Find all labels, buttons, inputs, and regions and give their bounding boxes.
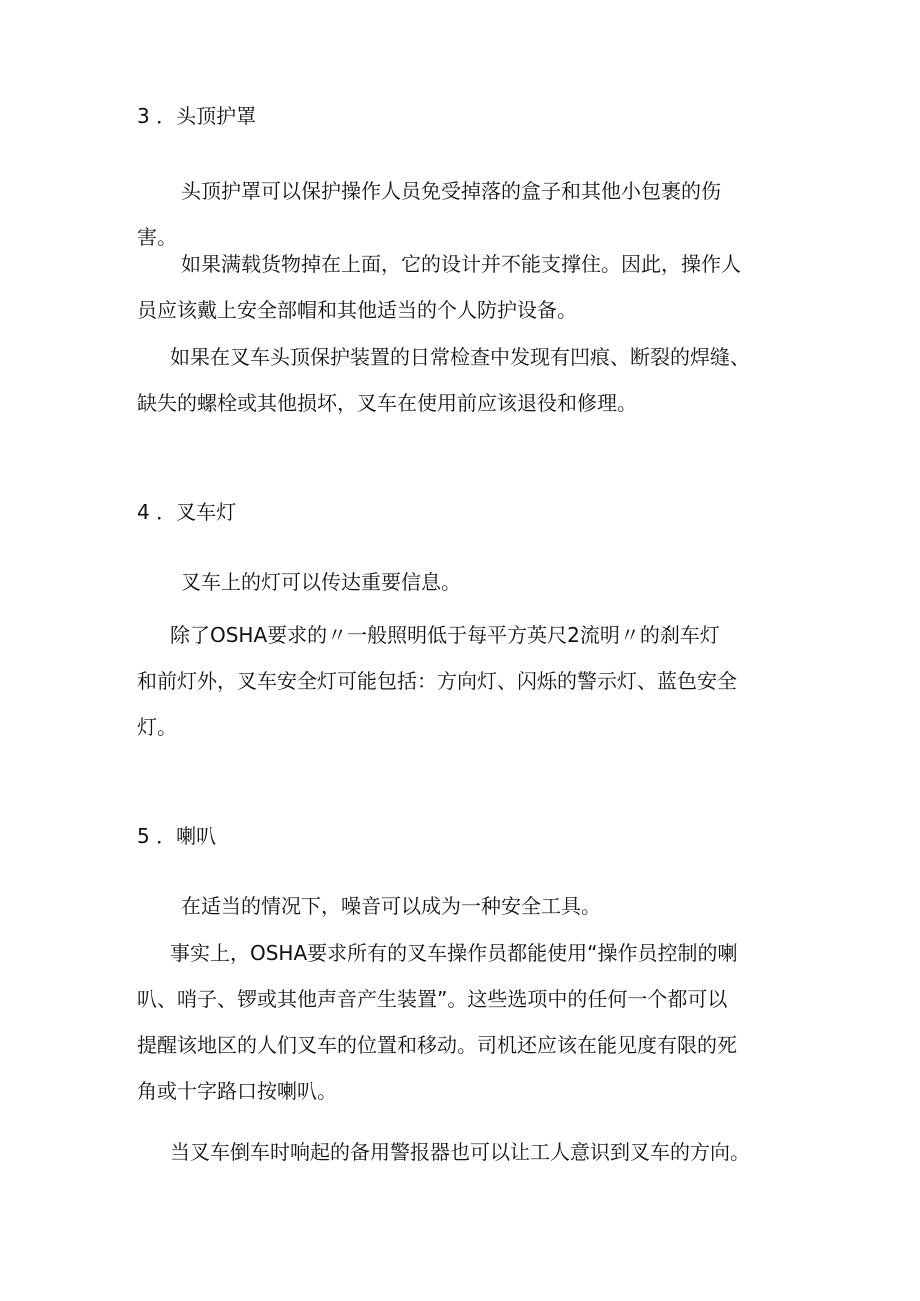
paragraph-5-2 xyxy=(137,930,797,1114)
paragraph-line: 叉车上的灯可以传达重要信息。 xyxy=(181,570,461,594)
section-heading-5: 5 ．喇叭 xyxy=(137,824,217,848)
paragraph-line: 缺失的螺栓或其他损坏，叉车在使用前应该退役和修理。 xyxy=(137,391,637,415)
paragraph-line: 叭、哨子、锣或其他声音产生装置”。这些选项中的任何一个都可以 xyxy=(137,987,728,1011)
paragraph-line: 除了OSHA要求的〃一般照明低于每平方英尺2流明〃的刹车灯 xyxy=(170,623,720,647)
paragraph-3-2 xyxy=(137,241,797,333)
paragraph-4-1 xyxy=(137,559,797,605)
paragraph-line: 事实上，OSHA要求所有的叉车操作员都能使用“操作员控制的喇 xyxy=(170,941,738,965)
paragraph-line: 当叉车倒车时响起的备用警报器也可以让工人意识到叉车的方向。 xyxy=(170,1140,750,1164)
paragraph-5-3 xyxy=(137,1129,797,1175)
paragraph-line: 在适当的情况下，噪音可以成为一种安全工具。 xyxy=(181,894,601,918)
paragraph-5-1 xyxy=(137,883,797,929)
paragraph-line: 员应该戴上安全部帽和其他适当的个人防护设备。 xyxy=(137,298,577,322)
paragraph-line: 灯。 xyxy=(137,715,177,739)
paragraph-line: 如果满载货物掉在上面，它的设计并不能支撑住。因此，操作人 xyxy=(181,252,741,276)
paragraph-line: 和前灯外，叉车安全灯可能包括：方向灯、闪烁的警示灯、蓝色安全 xyxy=(137,669,737,693)
paragraph-line: 角或十字路口按喇叭。 xyxy=(137,1079,337,1103)
paragraph-line: 害。 xyxy=(137,225,177,249)
section-heading-4: 4 ．叉车灯 xyxy=(137,500,237,524)
paragraph-4-2 xyxy=(137,612,797,750)
paragraph-line: 提醒该地区的人们叉车的位置和移动。司机还应该在能见度有限的死 xyxy=(137,1033,737,1057)
paragraph-3-3 xyxy=(137,334,797,426)
paragraph-line: 头顶护罩可以保护操作人员免受掉落的盒子和其他小包裹的伤 xyxy=(181,179,721,203)
section-heading-3: 3 ．头顶护罩 xyxy=(137,104,257,128)
paragraph-line: 如果在叉车头顶保护装置的日常检查中发现有凹痕、断裂的焊缝、 xyxy=(170,345,750,369)
